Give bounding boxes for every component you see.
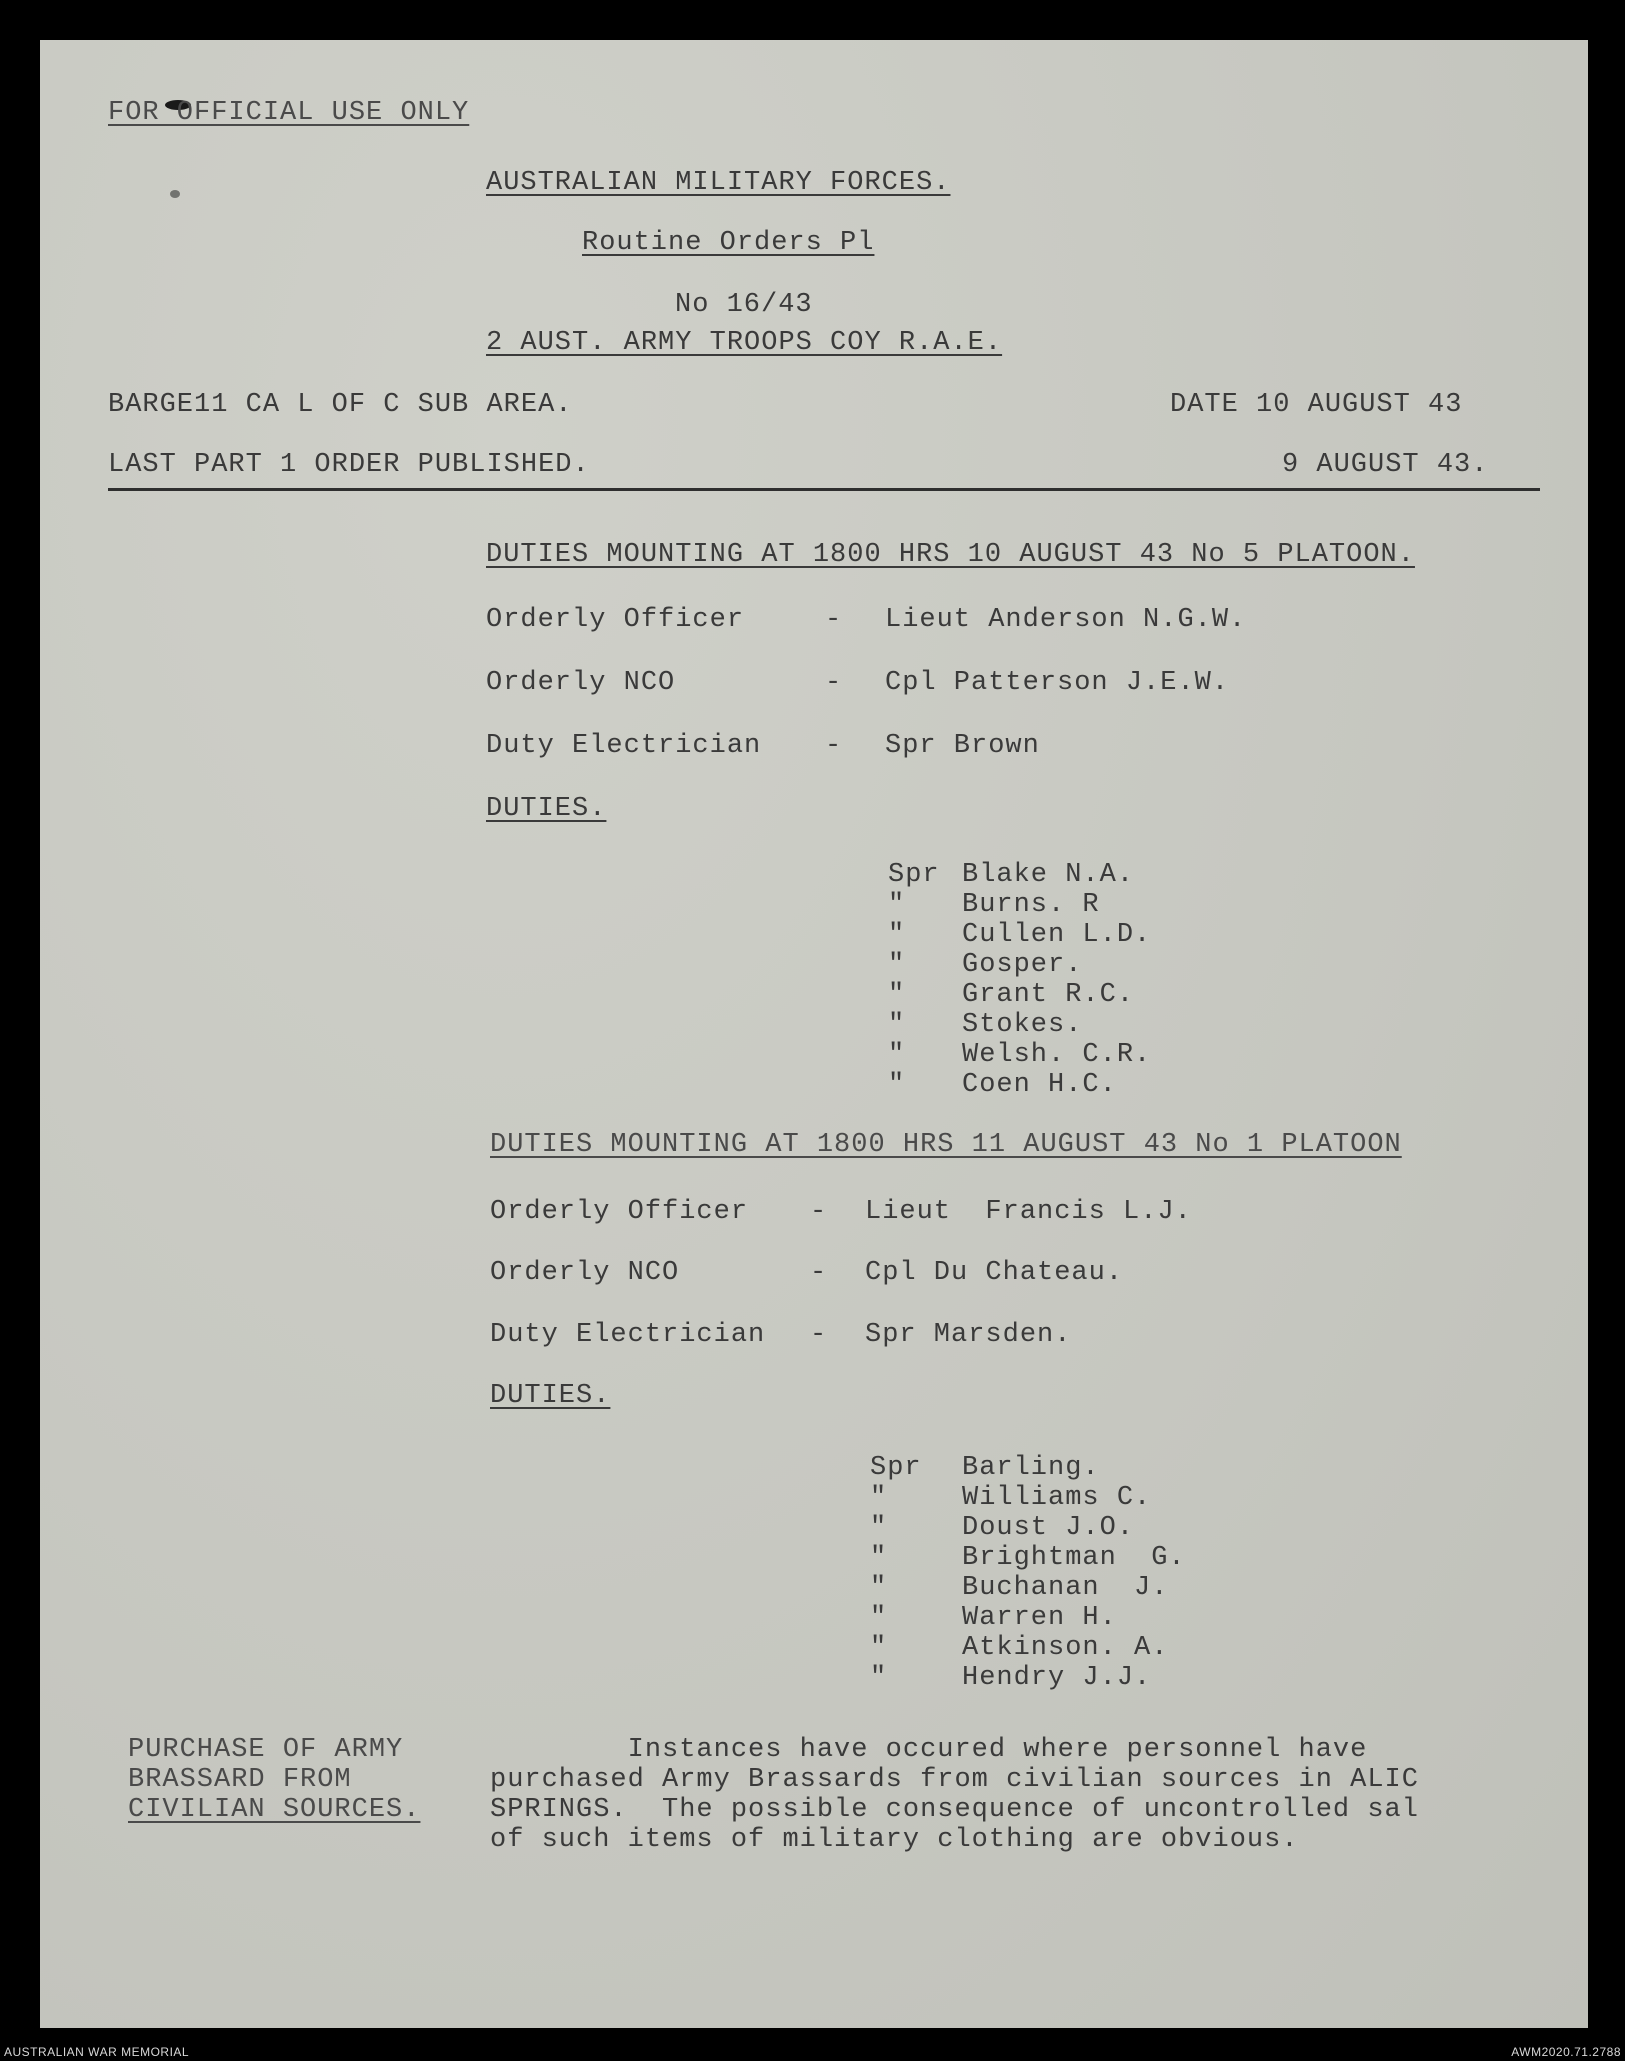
role-label: Duty Electrician xyxy=(486,731,762,761)
ditto-mark: " xyxy=(870,1573,888,1603)
personnel-name: Blake N.A. xyxy=(962,860,1135,890)
ditto-mark: " xyxy=(888,890,906,920)
role-assignee: Spr Marsden. xyxy=(865,1320,1072,1350)
personnel-name: Warren H. xyxy=(962,1603,1117,1633)
order-date: DATE 10 AUGUST 43 xyxy=(1170,390,1463,420)
ditto-mark: " xyxy=(888,920,906,950)
duties-label: DUTIES. xyxy=(490,1381,611,1411)
notice-body-line: SPRINGS. The possible consequence of uncontrolled sal xyxy=(490,1795,1419,1825)
ditto-mark: " xyxy=(870,1663,888,1693)
rank-label: Spr xyxy=(888,860,940,890)
duties-label: DUTIES. xyxy=(486,794,607,824)
ditto-mark: " xyxy=(888,1070,906,1100)
section-heading: DUTIES MOUNTING AT 1800 HRS 11 AUGUST 43 No 1 PLATOON xyxy=(490,1130,1402,1160)
personnel-name: Buchanan J. xyxy=(962,1573,1169,1603)
role-dash: - xyxy=(825,731,843,761)
role-dash: - xyxy=(810,1258,828,1288)
role-dash: - xyxy=(810,1320,828,1350)
notice-body-line: of such items of military clothing are obvious. xyxy=(490,1825,1299,1855)
force-title: AUSTRALIAN MILITARY FORCES. xyxy=(486,168,951,198)
role-dash: - xyxy=(810,1197,828,1227)
role-assignee: Cpl Du Chateau. xyxy=(865,1258,1124,1288)
notice-body-line: purchased Army Brassards from civilian sources in ALIC xyxy=(490,1765,1419,1795)
notice-side-heading: BRASSARD FROM xyxy=(128,1765,352,1795)
ditto-mark: " xyxy=(870,1483,888,1513)
notice-side-heading: PURCHASE OF ARMY xyxy=(128,1735,404,1765)
role-assignee: Lieut Anderson N.G.W. xyxy=(885,605,1247,635)
rank-label: Spr xyxy=(870,1453,922,1483)
ditto-mark: " xyxy=(888,980,906,1010)
unit-name: 2 AUST. ARMY TROOPS COY R.A.E. xyxy=(486,328,1003,358)
personnel-name: Coen H.C. xyxy=(962,1070,1117,1100)
role-label: Orderly Officer xyxy=(490,1197,749,1227)
last-order-label: LAST PART 1 ORDER PUBLISHED. xyxy=(108,450,590,480)
notice-body-line: Instances have occured where personnel have xyxy=(490,1735,1368,1765)
role-assignee: Cpl Patterson J.E.W. xyxy=(885,668,1230,698)
role-label: Orderly Officer xyxy=(486,605,745,635)
ditto-mark: " xyxy=(870,1513,888,1543)
personnel-name: Brightman G. xyxy=(962,1543,1186,1573)
role-assignee: Lieut Francis L.J. xyxy=(865,1197,1192,1227)
role-label: Orderly NCO xyxy=(486,668,676,698)
ditto-mark: " xyxy=(888,1040,906,1070)
ditto-mark: " xyxy=(870,1543,888,1573)
role-dash: - xyxy=(825,605,843,635)
footer-accession: AWM2020.71.2788 xyxy=(1511,2045,1621,2059)
role-dash: - xyxy=(825,668,843,698)
ditto-mark: " xyxy=(870,1603,888,1633)
personnel-name: Williams C. xyxy=(962,1483,1152,1513)
header-rule xyxy=(108,488,1540,491)
role-label: Duty Electrician xyxy=(490,1320,766,1350)
ink-blot xyxy=(170,190,180,198)
classification-label: FOR OFFICIAL USE ONLY xyxy=(108,98,470,128)
notice-side-heading: CIVILIAN SOURCES. xyxy=(128,1795,421,1825)
personnel-name: Doust J.O. xyxy=(962,1513,1135,1543)
personnel-name: Grant R.C. xyxy=(962,980,1135,1010)
last-order-date: 9 AUGUST 43. xyxy=(1282,450,1489,480)
footer-credit: AUSTRALIAN WAR MEMORIAL xyxy=(4,2045,190,2059)
role-assignee: Spr Brown xyxy=(885,731,1040,761)
order-number: No 16/43 xyxy=(675,290,813,320)
ditto-mark: " xyxy=(888,950,906,980)
personnel-name: Gosper. xyxy=(962,950,1083,980)
personnel-name: Hendry J.J. xyxy=(962,1663,1152,1693)
personnel-name: Atkinson. A. xyxy=(962,1633,1169,1663)
personnel-name: Barling. xyxy=(962,1453,1100,1483)
section-heading: DUTIES MOUNTING AT 1800 HRS 10 AUGUST 43 No 5 PLATOON. xyxy=(486,540,1415,570)
ditto-mark: " xyxy=(888,1010,906,1040)
routine-orders-title: Routine Orders Pl xyxy=(582,228,875,258)
personnel-name: Welsh. C.R. xyxy=(962,1040,1152,1070)
ditto-mark: " xyxy=(870,1633,888,1663)
personnel-name: Stokes. xyxy=(962,1010,1083,1040)
document-page xyxy=(40,40,1588,2028)
personnel-name: Cullen L.D. xyxy=(962,920,1152,950)
personnel-name: Burns. R xyxy=(962,890,1100,920)
role-label: Orderly NCO xyxy=(490,1258,680,1288)
location: BARGE11 CA L OF C SUB AREA. xyxy=(108,390,573,420)
